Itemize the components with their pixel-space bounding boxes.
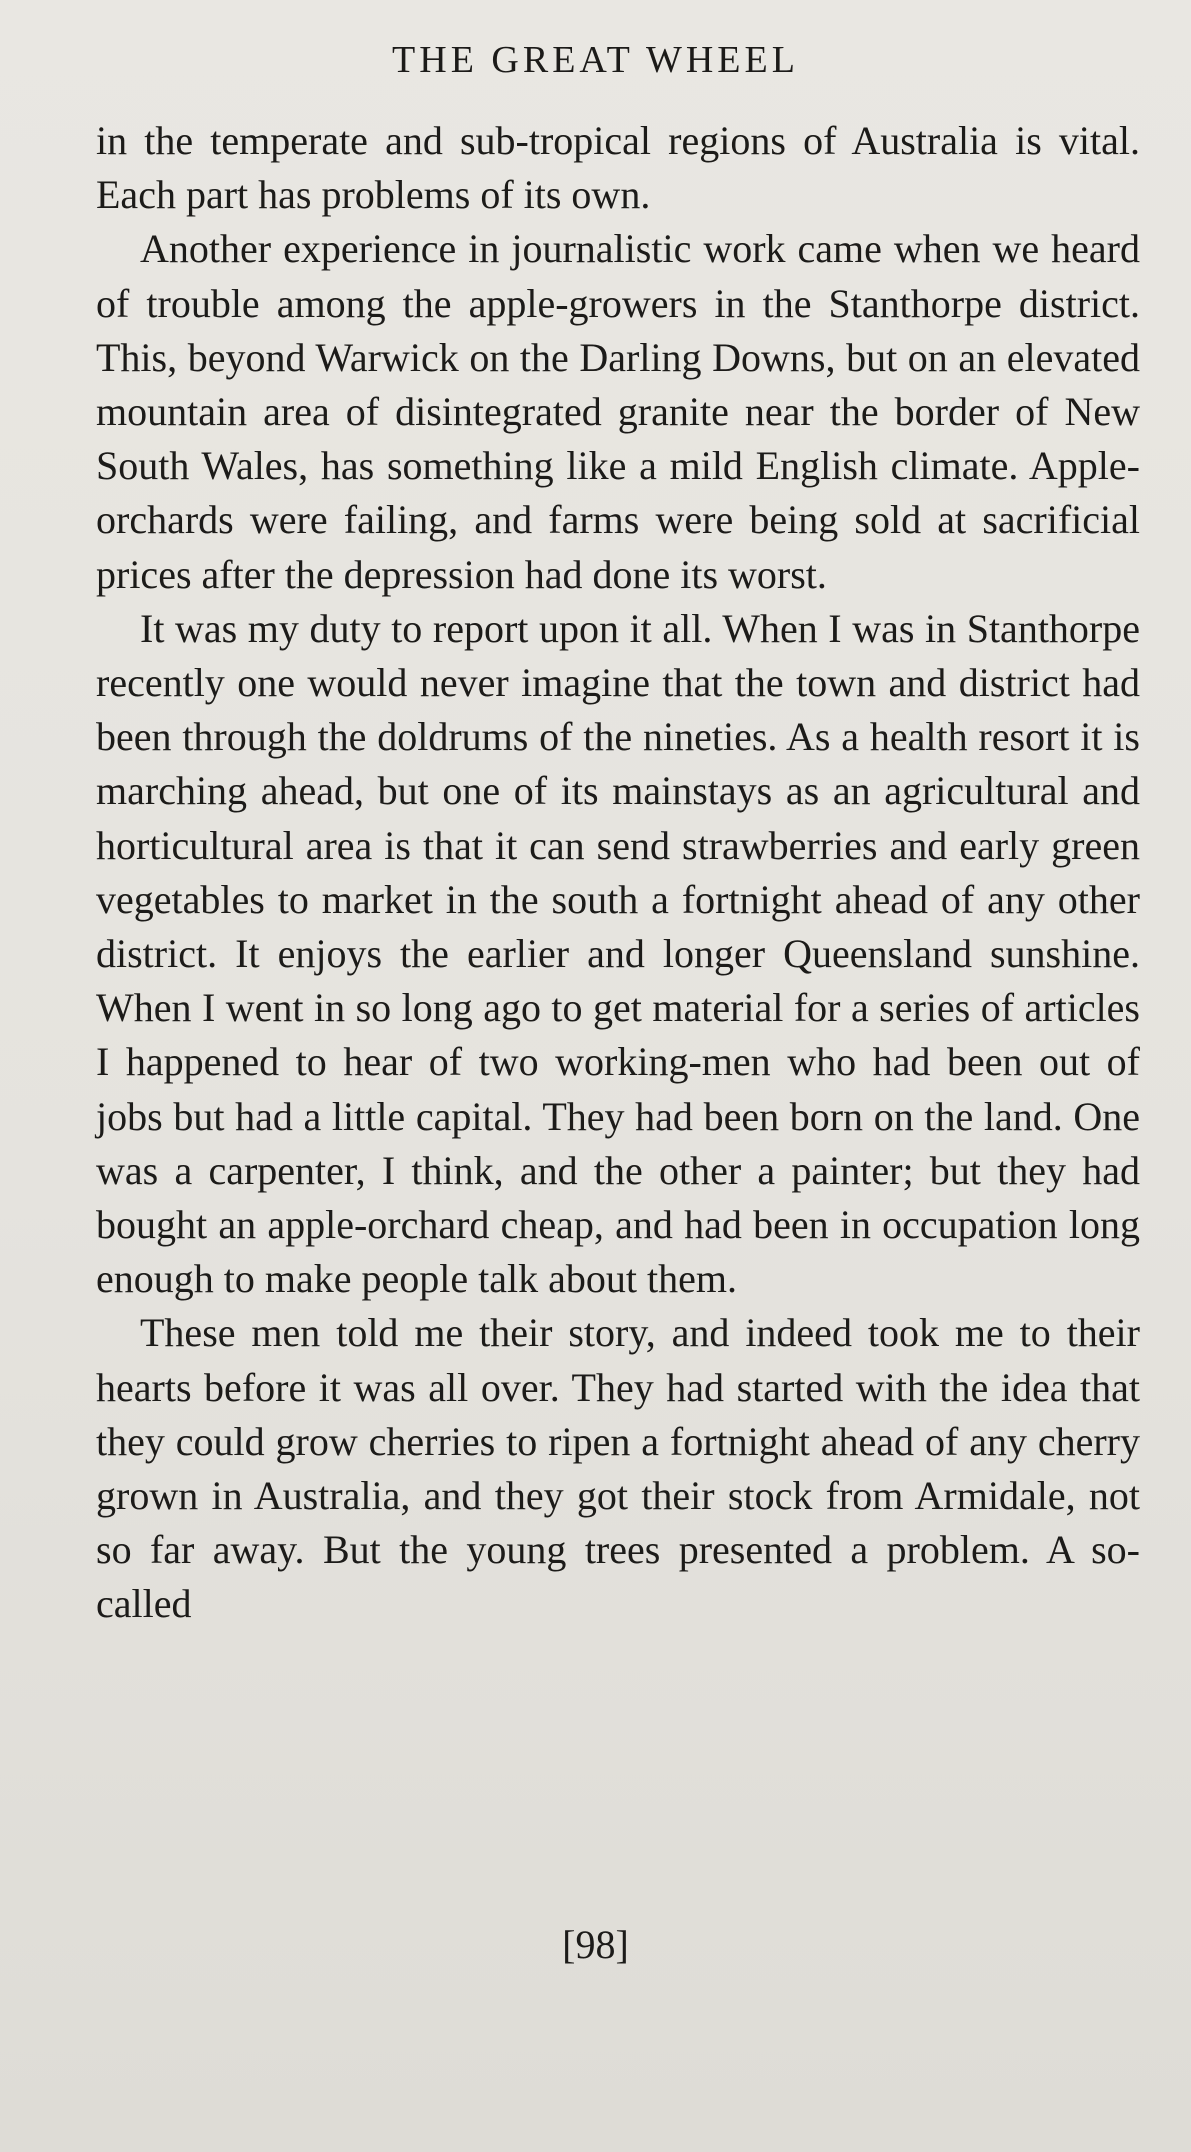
paragraph-stanthorpe-trouble: Another experience in journalistic work came when we heard of trouble among the apple-growers in the Stanthorpe district. This, beyond Warwick on the Darling Downs, but on an elevated mountain area of disintegrated granite near the border of New South Wales, has something like a mild English climate. Apple-orchards were failing, and farms were being sold at sacrificial prices after the depression had done its worst.: [96, 226, 1140, 597]
page-number: [98]: [562, 1922, 629, 1967]
paragraph-continued: in the temperate and sub-tropical regions of Australia is vital. Each part has problems of its own.: [96, 118, 1140, 218]
running-head: THE GREAT WHEEL: [392, 39, 799, 81]
body-text: [96, 114, 1140, 1632]
paragraph-report: It was my duty to report upon it all. When I was in Stanthorpe recently one would never imagine that the town and district had been through the doldrums of the nineties. As a health resort it is marching ahead, but one of its mainstays as an agricultural and horticultural area is that it can send strawberries and early green vegetables to market in the south a fortnight ahead of any other district. It enjoys the earlier and longer Queensland sunshine. When I went in so long ago to get material for a series of articles I happened to hear of two working-men who had been out of jobs but had a little capital. They had been born on the land. One was a carpenter, I think, and the other a painter; but they had bought an apple-orchard cheap, and had been in occupation long enough to make people talk about them.: [96, 605, 1140, 1302]
paragraph-cherries: These men told me their story, and indeed took me to their hearts before it was all over. They had started with the idea that they could grow cherries to ripen a fortnight ahead of any cherry grown in Australia, and they got their stock from Armidale, not so far away. But the young trees presented a problem. A so-called: [96, 1310, 1140, 1627]
